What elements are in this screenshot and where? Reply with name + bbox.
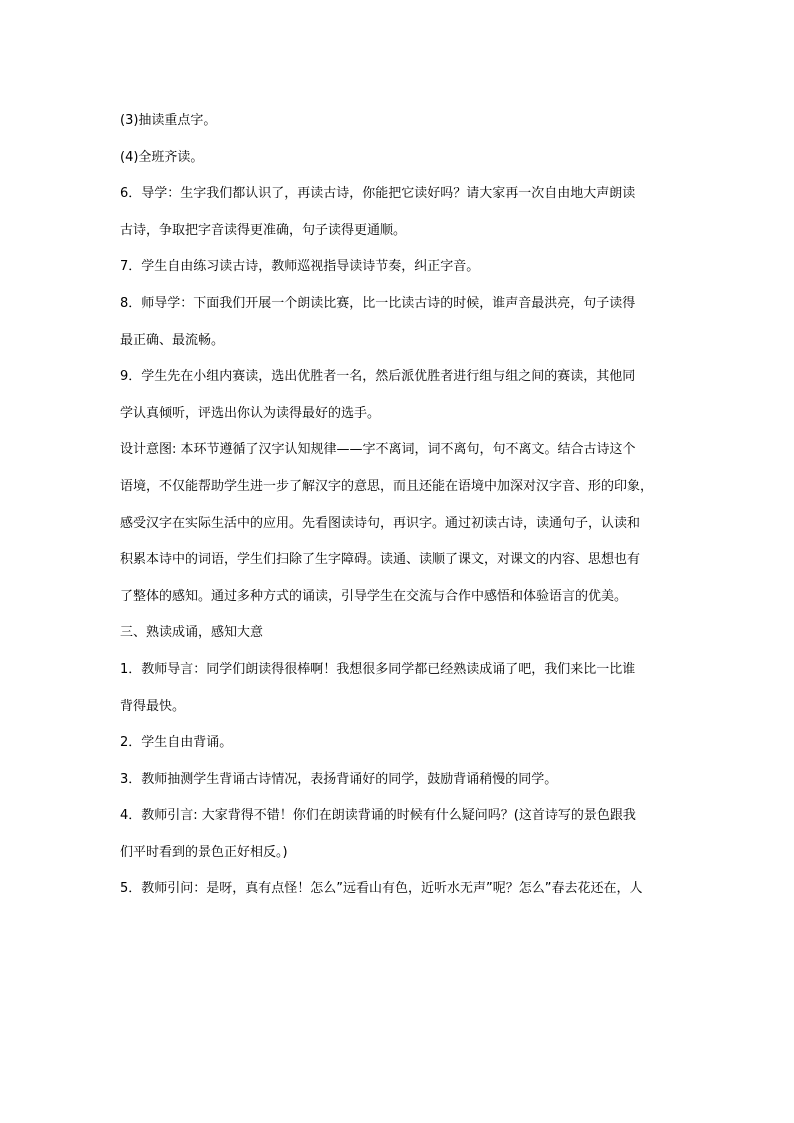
text-line: 古诗，争取把字音读得更准确，句子读得更通顺。 <box>120 222 407 238</box>
text-line: 1．教师导言：同学们朗读得很棒啊！我想很多同学都已经熟读成诵了吧，我们来比一比谁 <box>120 661 636 677</box>
section-heading: 三、熟读成诵，感知大意 <box>120 625 264 641</box>
text-line: 7．学生自由练习读古诗，教师巡视指导读诗节奏，纠正字音。 <box>120 259 480 275</box>
text-line: 5．教师引问：是呀，真有点怪！怎么”远看山有色，近听水无声”呢？怎么”春去花还在，人 <box>120 881 643 897</box>
text-line: 积累本诗中的词语，学生们扫除了生字障碍。读通、读顺了课文，对课文的内容、思想也有 <box>120 552 641 568</box>
text-line: 8．师导学：下面我们开展一个朗读比赛，比一比读古诗的时候，谁声音最洪亮，句子读得 <box>120 295 636 311</box>
text-line: 设计意图: 本环节遵循了汉字认知规律——字不离词，词不离句，句不离文。结合古诗这个 <box>120 442 636 458</box>
text-line: (3)抽读重点字。 <box>120 113 217 128</box>
text-line: 2．学生自由背诵。 <box>120 735 233 751</box>
text-line: 学认真倾听，评选出你认为读得最好的选手。 <box>120 405 381 421</box>
text-line: 了整体的感知。通过多种方式的诵读，引导学生在交流与合作中感悟和体验语言的优美。 <box>120 588 628 604</box>
text-line: 4．教师引言: 大家背得不错！你们在朗读背诵的时候有什么疑问吗？(这首诗写的景色跟我 <box>120 808 636 824</box>
text-line: 6．导学：生字我们都认识了，再读古诗，你能把它读好吗？请大家再一次自由地大声朗读 <box>120 186 636 202</box>
text-line: 3．教师抽测学生背诵古诗情况，表扬背诵好的同学，鼓励背诵稍慢的同学。 <box>120 771 558 787</box>
text-line: 背得最快。 <box>120 698 186 714</box>
document-body <box>120 103 680 908</box>
text-line: 最正确、最流畅。 <box>120 332 225 348</box>
text-line: 语境，不仅能帮助学生进一步了解汉字的意思，而且还能在语境中加深对汉字音、形的印象， <box>120 478 654 494</box>
text-line: 9．学生先在小组内赛读，选出优胜者一名，然后派优胜者进行组与组之间的赛读，其他同 <box>120 369 636 385</box>
text-line: (4)全班齐读。 <box>120 149 204 165</box>
text-line: 们平时看到的景色正好相反。) <box>120 844 288 860</box>
text-line: 感受汉字在实际生活中的应用。先看图读诗句，再识字。通过初读古诗，读通句子，认读和 <box>120 515 641 531</box>
